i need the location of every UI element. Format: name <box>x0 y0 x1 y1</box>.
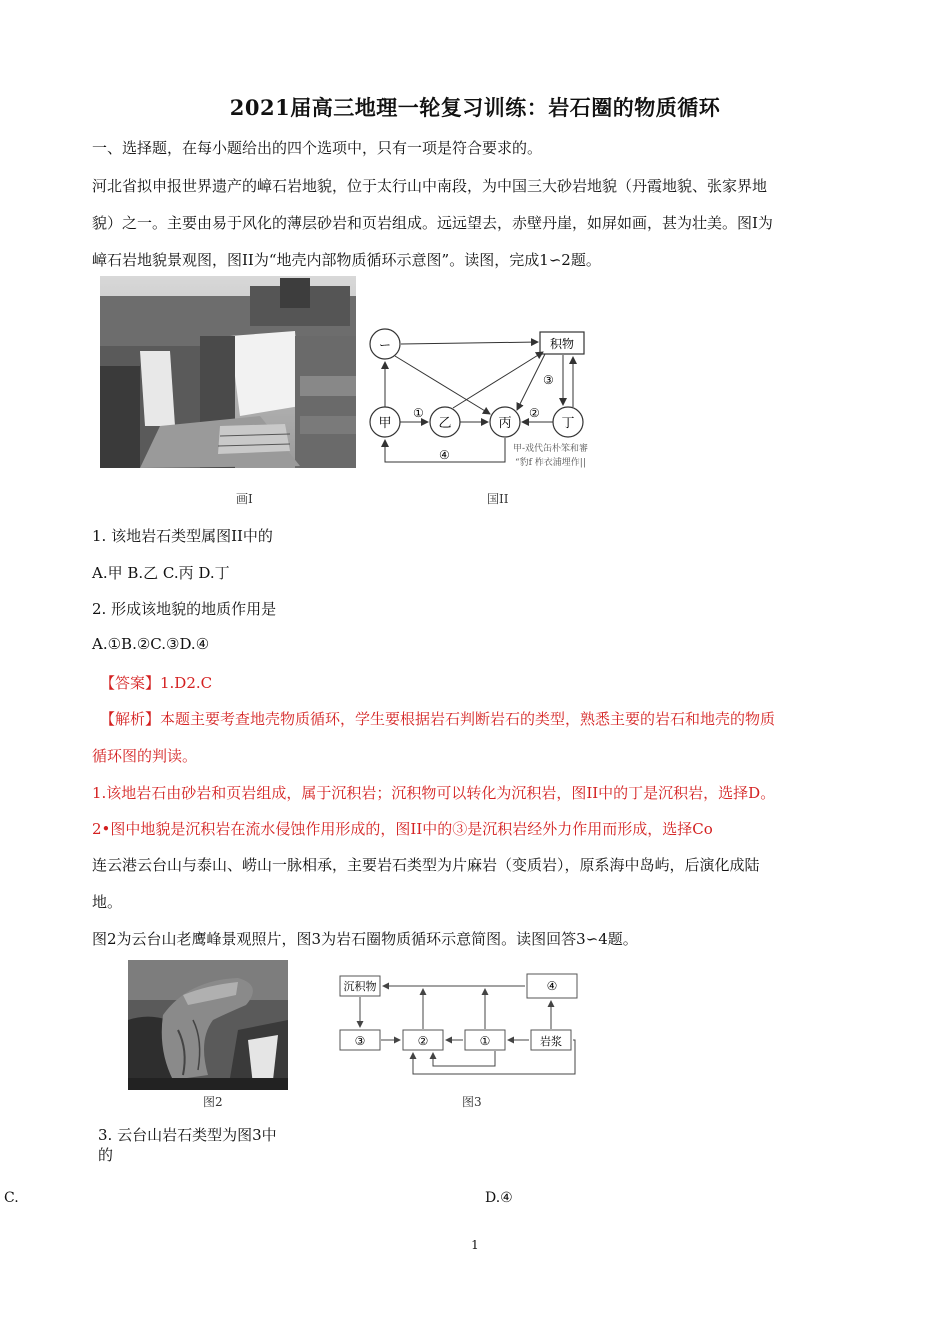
box-2-label: ② <box>417 1034 429 1048</box>
question-3-stem-line2: 的 <box>98 1146 114 1164</box>
landscape-photo-2 <box>128 960 288 1090</box>
node-top-left-label: ー <box>378 338 392 352</box>
box-magma-label: 岩浆 <box>540 1035 562 1048</box>
node-jia-label: 甲 <box>378 416 392 431</box>
figure-caption-4: 图3 <box>462 1095 482 1109</box>
rock-cycle-diagram-3 <box>335 968 585 1083</box>
analysis-line-2: 循环图的判读。 <box>92 747 198 765</box>
node-bing-label: 丙 <box>498 416 512 431</box>
analysis-line-4: 2•图中地貌是沉积岩在流水侵蚀作用形成的，图II中的③是沉积岩经外力作用而形成，选择Co <box>92 820 713 838</box>
box-1-label: ① <box>479 1034 491 1048</box>
option-c: C. <box>4 1190 19 1206</box>
node-ding-label: 丁 <box>561 416 575 431</box>
figure-caption-3: 图2 <box>203 1095 223 1109</box>
node-sediment-label: 积物 <box>549 337 575 351</box>
answer-line: 【答案】1.D2.C <box>100 674 213 692</box>
box-sediment-label: 沉积物 <box>343 980 377 993</box>
landscape-photo-1 <box>100 276 356 468</box>
question-2-stem: 2. 形成该地貌的地质作用是 <box>92 600 277 618</box>
analysis-line-1: 【解析】本题主要考查地壳物质循环，学生要根据岩石判断岩石的类型，熟悉主要的岩石和地壳的物质 <box>100 710 776 728</box>
arrow-label-1: ① <box>413 406 424 420</box>
box-3-label: ③ <box>354 1034 366 1048</box>
question-3-stem-line1: 3. 云台山岩石类型为图3中 <box>98 1126 277 1144</box>
arrow-label-3: ③ <box>543 373 554 387</box>
diagram-note-1: 甲-戏代缶朴笨和審 <box>513 444 589 454</box>
analysis-line-3: 1.该地岩石由砂岩和页岩组成，属于沉积岩；沉积物可以转化为沉积岩，图II中的丁是沉积岩，选择D。 <box>92 784 776 802</box>
intro1-line2: 貌）之一。主要由易于风化的薄层砂岩和页岩组成。远远望去，赤壁丹崖，如屏如画，甚为壮美。图I为 <box>92 214 773 232</box>
diagram-note-2: “豹f 柞衣浦埋作|| <box>515 458 586 468</box>
figure-caption-2: 国II <box>487 492 509 506</box>
intro2-line3: 图2为云台山老鹰峰景观照片，图3为岩石圈物质循环示意简图。读图回答3∽4题。 <box>92 930 638 948</box>
box-4-label: ④ <box>546 979 558 993</box>
question-1-options: A.甲 B.乙 C.丙 D.丁 <box>92 564 230 582</box>
intro2-line1: 连云港云台山与泰山、崂山一脉相承，主要岩石类型为片麻岩（变质岩），原系海中岛屿，后演化成陆 <box>92 856 760 874</box>
section-heading: 一、选择题，在每小题给出的四个选项中，只有一项是符合要求的。 <box>92 139 543 157</box>
arrow-label-4: ④ <box>439 448 450 462</box>
arrow-label-2: ② <box>529 406 540 420</box>
option-d: D.④ <box>485 1190 513 1206</box>
question-2-options: A.①B.②C.③D.④ <box>92 635 210 653</box>
figure-caption-1: 画I <box>236 492 253 506</box>
page-number: 1 <box>471 1238 479 1252</box>
node-yi-label: 乙 <box>438 416 452 431</box>
rock-cycle-diagram-2 <box>365 322 630 472</box>
page-title: 2021届高三地理一轮复习训练：岩石圈的物质循环 <box>229 95 721 120</box>
intro2-line2: 地。 <box>92 893 123 911</box>
intro1-line1: 河北省拟申报世界遗产的嶂石岩地貌，位于太行山中南段，为中国三大砂岩地貌（丹霞地貌、张家界地 <box>92 177 768 195</box>
intro1-line3: 嶂石岩地貌景观图，图II为“地壳内部物质循环示意图”。读图，完成1∽2题。 <box>92 251 601 269</box>
question-1-stem: 1. 该地岩石类型属图II中的 <box>92 527 273 545</box>
